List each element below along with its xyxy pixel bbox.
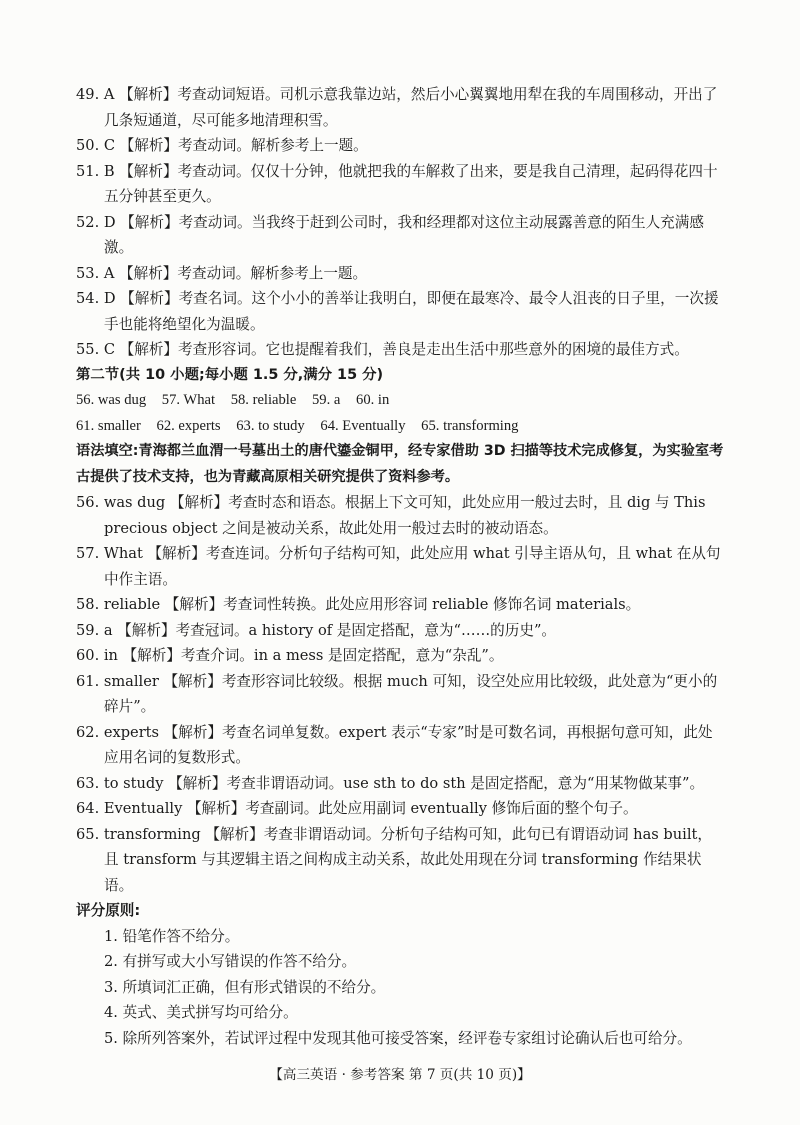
- explanation-item: 55. C 【解析】考查形容词。它也提醒着我们，善良是走出生活中那些意外的困境的最佳方式。: [76, 341, 689, 358]
- explanation-item: 56. was dug 【解析】考查时态和语态。根据上下文可知，此处应用一般过去时，且 dig 与 This precious object 之间是被动关系，故此处用一般过去时的被动语态。: [76, 494, 706, 537]
- explanation-item: 58. reliable 【解析】考查词性转换。此处应用形容词 reliable 修饰名词 materials。: [76, 596, 641, 613]
- answer: 63. to study: [236, 417, 305, 434]
- passage-intro: 语法填空:青海都兰血渭一号墓出土的唐代鎏金铜甲，经专家借助 3D 扫描等技术完成修复，为实验室考古提供了技术支持，也为青藏高原相关研究提供了资料参考。: [76, 443, 724, 485]
- explanation-item: 59. a 【解析】考查冠词。a history of 是固定搭配，意为“……的历史”。: [76, 621, 556, 639]
- answer: 57. What: [161, 392, 216, 408]
- scoring-rule: 4. 英式、美式拼写均可给分。: [104, 1004, 298, 1021]
- answers-row: [76, 388, 726, 414]
- explanation-item: 52. D 【解析】考查动词。当我终于赶到公司时，我和经理都对这位主动展露善意的陌生人充满感激。: [76, 213, 704, 256]
- explanation-item: 65. transforming 【解析】考查非谓语动词。分析句子结构可知，此句已有谓语动词 has built，且 transform 与其逻辑主语之间构成主动关系，故此处用现在分词 transforming 作结果状语。: [76, 825, 712, 894]
- answer: 65. transforming: [421, 417, 519, 434]
- explanation-item: 61. smaller 【解析】考查形容词比较级。根据 much 可知，设空处应用比较级，此处意为“更小的碎片”。: [76, 672, 718, 715]
- section1-explanations: [76, 82, 726, 1051]
- answer: 56. was dug: [76, 392, 147, 408]
- explanation-item: 57. What 【解析】考查连词。分析句子结构可知，此处应用 what 引导主语从句，且 what 在从句中作主语。: [76, 545, 721, 588]
- explanation-item: 49. A 【解析】考查动词短语。司机示意我靠边站，然后小心翼翼地用犁在我的车周围移动，开出了几条短通道，尽可能多地清理积雪。: [76, 86, 718, 129]
- answer: 64. Eventually: [320, 417, 406, 434]
- explanation-item: 62. experts 【解析】考查名词单复数。expert 表示“专家”时是可数名词，再根据句意可知，此处应用名词的复数形式。: [76, 723, 713, 766]
- answers-row: [76, 414, 726, 440]
- scoring-rule: 1. 铅笔作答不给分。: [104, 927, 240, 945]
- answer: 61. smaller: [76, 417, 141, 434]
- scoring-rules-title: 评分原则:: [76, 902, 141, 919]
- scoring-rule: 2. 有拼写或大小写错误的作答不给分。: [104, 953, 357, 970]
- explanation-item: 64. Eventually 【解析】考查副词。此处应用副词 eventually 修饰后面的整个句子。: [76, 800, 638, 817]
- answer: 60. in: [356, 392, 390, 408]
- answer: 59. a: [312, 392, 341, 408]
- explanation-item: 54. D 【解析】考查名词。这个小小的善举让我明白，即便在最寒冷、最令人沮丧的日子里，一次援手也能将绝望化为温暖。: [76, 290, 719, 333]
- explanation-item: 60. in 【解析】考查介词。in a mess 是固定搭配，意为“杂乱”。: [76, 647, 504, 664]
- explanation-item: 51. B 【解析】考查动词。仅仅十分钟，他就把我的车解救了出来，要是我自己清理，起码得花四十五分钟甚至更久。: [76, 162, 718, 205]
- explanation-item: 63. to study 【解析】考查非谓语动词。use sth to do sth 是固定搭配，意为“用某物做某事”。: [76, 774, 705, 792]
- page-footer: 【高三英语 · 参考答案 第 7 页(共 10 页)】: [269, 1067, 531, 1083]
- scoring-rule: 3. 所填词汇正确，但有形式错误的不给分。: [104, 978, 386, 996]
- explanation-item: 50. C 【解析】考查动词。解析参考上一题。: [76, 137, 368, 154]
- answer: 62. experts: [156, 417, 221, 434]
- explanation-item: 53. A 【解析】考查动词。解析参考上一题。: [76, 264, 368, 282]
- scoring-rule: 5. 除所列答案外，若试评过程中发现其他可接受答案，经评卷专家组讨论确认后也可给分。: [104, 1029, 692, 1047]
- answer: 58. reliable: [230, 392, 297, 408]
- section2-heading: 第二节(共 10 小题;每小题 1.5 分,满分 15 分): [76, 366, 384, 383]
